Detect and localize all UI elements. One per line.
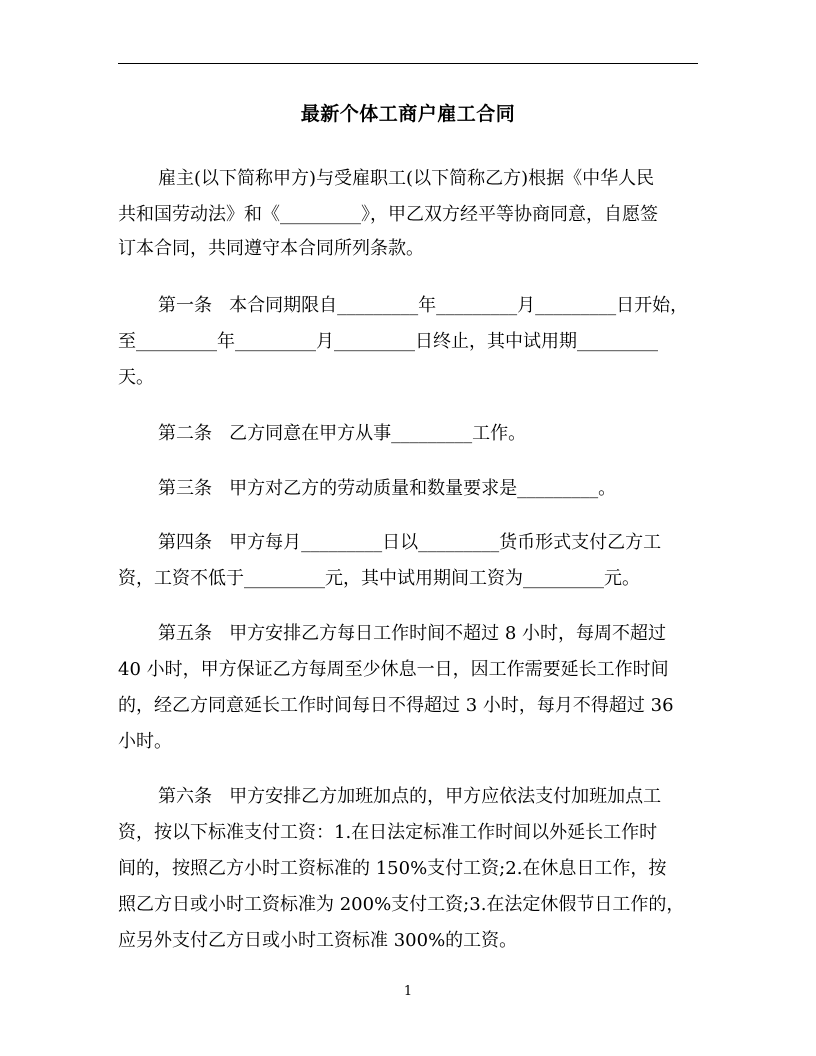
article-4-line: 第四条 甲方每月_________日以_________货币形式支付乙方工	[158, 532, 662, 553]
article-5-line: 第五条 甲方安排乙方每日工作时间不超过 8 小时，每周不超过	[158, 623, 667, 644]
article-5-line: 的，经乙方同意延长工作时间每日不得超过 3 小时，每月不得超过 36	[118, 695, 674, 716]
article-1-line: 第一条 本合同期限自_________年_________月_________日开始，	[158, 295, 689, 316]
article-1-line: 天。	[118, 367, 154, 388]
article-1-line: 至_________年_________月_________日终止，其中试用期_________	[118, 331, 658, 352]
paragraph-line: 订本合同，共同遵守本合同所列条款。	[118, 238, 424, 259]
page-number: 1	[403, 984, 413, 999]
article-5-line: 40 小时，甲方保证乙方每周至少休息一日，因工作需要延长工作时间	[118, 659, 669, 680]
article-6-line: 资，按以下标准支付工资：1.在日法定标准工作时间以外延长工作时	[118, 822, 658, 843]
article-4-line: 资，工资不低于_________元，其中试用期间工资为_________元。	[118, 568, 640, 589]
article-5-line: 小时。	[118, 731, 172, 752]
article-6-line: 应另外支付乙方日或小时工资标准 300%的工资。	[118, 930, 518, 951]
article-6-line: 间的，按照乙方小时工资标准的 150%支付工资;2.在休息日工作，按	[118, 858, 667, 879]
article-6-line: 第六条 甲方安排乙方加班加点的，甲方应依法支付加班加点工	[158, 786, 662, 807]
paragraph-line: 共和国劳动法》和《_________》，甲乙双方经平等协商同意，自愿签	[118, 204, 658, 225]
article-6-line: 照乙方日或小时工资标准为 200%支付工资;3.在法定休假节日工作的，	[118, 894, 685, 915]
document-title: 最新个体工商户雇工合同	[300, 103, 516, 125]
article-2-line: 第二条 乙方同意在甲方从事_________工作。	[158, 423, 527, 444]
header-rule	[118, 63, 698, 64]
paragraph-line: 雇主(以下简称甲方)与受雇职工(以下简称乙方)根据《中华人民	[158, 168, 655, 189]
article-3-line: 第三条 甲方对乙方的劳动质量和数量要求是_________。	[158, 478, 617, 499]
